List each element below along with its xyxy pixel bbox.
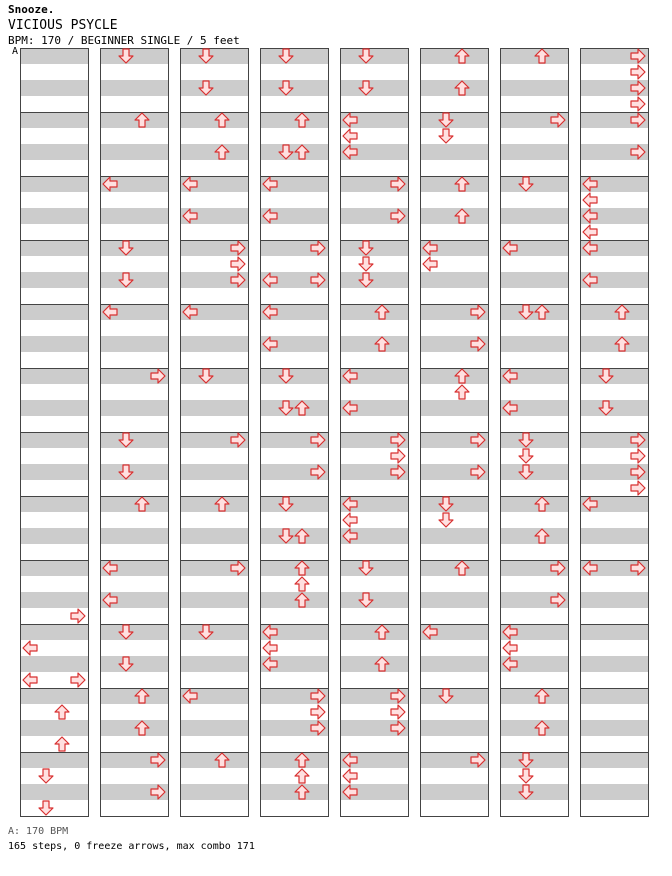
beat-stripe <box>500 176 568 192</box>
beat-stripe <box>580 528 648 544</box>
beat-stripe <box>100 656 168 672</box>
beat-stripe <box>100 48 168 64</box>
up-arrow-icon <box>455 385 469 399</box>
beat-stripe <box>500 336 568 352</box>
beat-stripe <box>500 304 568 320</box>
beat-stripe <box>180 336 248 352</box>
chart-column <box>260 48 329 817</box>
beat-stripe <box>20 528 88 544</box>
beat-stripe <box>260 112 328 128</box>
chart-column <box>420 48 489 817</box>
down-arrow-icon <box>439 129 453 143</box>
beat-stripe <box>20 560 88 576</box>
beat-stripe <box>500 432 568 448</box>
down-arrow-icon <box>519 769 533 783</box>
chart-column <box>20 48 89 817</box>
beat-stripe <box>500 80 568 96</box>
beat-stripe <box>340 624 408 640</box>
beat-stripe <box>20 464 88 480</box>
beat-stripe <box>260 144 328 160</box>
beat-stripe <box>180 80 248 96</box>
beat-stripe <box>100 80 168 96</box>
left-arrow-icon <box>343 513 357 527</box>
beat-stripe <box>180 112 248 128</box>
left-arrow-icon <box>343 769 357 783</box>
beat-stripe <box>340 80 408 96</box>
beat-stripe <box>100 112 168 128</box>
beat-stripe <box>500 464 568 480</box>
chart-column <box>340 48 409 817</box>
beat-stripe <box>20 272 88 288</box>
song-artist: Snooze. <box>8 3 55 16</box>
beat-stripe <box>20 112 88 128</box>
beat-stripe <box>420 80 488 96</box>
beat-stripe <box>180 720 248 736</box>
beat-stripe <box>580 656 648 672</box>
beat-stripe <box>100 464 168 480</box>
down-arrow-icon <box>39 801 53 815</box>
beat-stripe <box>260 752 328 768</box>
beat-stripe <box>420 368 488 384</box>
beat-stripe <box>580 624 648 640</box>
beat-stripe <box>340 304 408 320</box>
beat-stripe <box>420 272 488 288</box>
left-arrow-icon <box>583 193 597 207</box>
beat-stripe <box>100 432 168 448</box>
left-arrow-icon <box>23 673 37 687</box>
beat-stripe <box>580 720 648 736</box>
up-arrow-icon <box>295 769 309 783</box>
beat-stripe <box>20 496 88 512</box>
beat-stripe <box>260 496 328 512</box>
beat-stripe <box>420 144 488 160</box>
beat-stripe <box>180 48 248 64</box>
beat-stripe <box>100 400 168 416</box>
beat-stripe <box>500 496 568 512</box>
beat-stripe <box>20 624 88 640</box>
bpm-legend: A: 170 BPM <box>8 826 69 837</box>
beat-stripe <box>260 528 328 544</box>
beat-stripe <box>180 784 248 800</box>
beat-stripe <box>20 368 88 384</box>
beat-stripe <box>180 752 248 768</box>
beat-stripe <box>500 272 568 288</box>
beat-stripe <box>180 400 248 416</box>
beat-stripe <box>20 240 88 256</box>
beat-stripe <box>260 400 328 416</box>
left-arrow-icon <box>583 225 597 239</box>
up-arrow-icon <box>55 705 69 719</box>
beat-stripe <box>500 144 568 160</box>
beat-stripe <box>100 240 168 256</box>
beat-stripe <box>260 784 328 800</box>
beat-stripe <box>260 48 328 64</box>
right-arrow-icon <box>71 673 85 687</box>
beat-stripe <box>420 528 488 544</box>
chart-column <box>100 48 169 817</box>
beat-stripe <box>20 176 88 192</box>
beat-stripe <box>420 48 488 64</box>
beat-stripe <box>180 624 248 640</box>
beat-stripe <box>180 592 248 608</box>
beat-stripe <box>180 368 248 384</box>
beat-stripe <box>180 656 248 672</box>
beat-stripe <box>260 592 328 608</box>
beat-stripe <box>500 208 568 224</box>
beat-stripe <box>580 304 648 320</box>
beat-stripe <box>260 560 328 576</box>
beat-stripe <box>20 208 88 224</box>
beat-stripe <box>420 496 488 512</box>
bpm-marker-label: A <box>12 46 19 57</box>
beat-stripe <box>180 144 248 160</box>
chart-column <box>180 48 249 817</box>
beat-stripe <box>500 784 568 800</box>
beat-stripe <box>180 528 248 544</box>
beat-stripe <box>20 752 88 768</box>
beat-stripe <box>260 368 328 384</box>
beat-stripe <box>580 400 648 416</box>
beat-stripe <box>420 560 488 576</box>
left-arrow-icon <box>503 641 517 655</box>
right-arrow-icon <box>631 65 645 79</box>
right-arrow-icon <box>311 705 325 719</box>
beat-stripe <box>500 720 568 736</box>
up-arrow-icon <box>295 577 309 591</box>
beat-stripe <box>20 144 88 160</box>
beat-stripe <box>420 656 488 672</box>
beat-stripe <box>420 592 488 608</box>
right-arrow-icon <box>631 97 645 111</box>
chart-meta: BPM: 170 / BEGINNER SINGLE / 5 feet <box>8 34 240 47</box>
beat-stripe <box>20 592 88 608</box>
beat-stripe <box>20 656 88 672</box>
beat-stripe <box>20 48 88 64</box>
down-arrow-icon <box>39 769 53 783</box>
beat-stripe <box>20 784 88 800</box>
song-title: VICIOUS PSYCLE <box>8 18 118 33</box>
beat-stripe <box>340 272 408 288</box>
chart-stats: 165 steps, 0 freeze arrows, max combo 171 <box>8 841 255 852</box>
beat-stripe <box>100 336 168 352</box>
beat-stripe <box>500 528 568 544</box>
beat-stripe <box>100 720 168 736</box>
right-arrow-icon <box>71 609 85 623</box>
beat-stripe <box>340 240 408 256</box>
down-arrow-icon <box>439 513 453 527</box>
right-arrow-icon <box>231 257 245 271</box>
beat-stripe <box>500 688 568 704</box>
left-arrow-icon <box>23 641 37 655</box>
left-arrow-icon <box>263 641 277 655</box>
chart-column <box>580 48 649 817</box>
beat-stripe <box>420 688 488 704</box>
beat-stripe <box>340 656 408 672</box>
right-arrow-icon <box>631 481 645 495</box>
left-arrow-icon <box>423 257 437 271</box>
beat-stripe <box>580 752 648 768</box>
left-arrow-icon <box>343 129 357 143</box>
beat-stripe <box>500 752 568 768</box>
beat-stripe <box>100 272 168 288</box>
beat-stripe <box>420 784 488 800</box>
beat-stripe <box>20 80 88 96</box>
down-arrow-icon <box>359 257 373 271</box>
chart-column <box>500 48 569 817</box>
beat-stripe <box>100 688 168 704</box>
beat-stripe <box>20 720 88 736</box>
right-arrow-icon <box>391 705 405 719</box>
beat-stripe <box>100 528 168 544</box>
beat-stripe <box>180 496 248 512</box>
beat-stripe <box>580 592 648 608</box>
beat-stripe <box>20 400 88 416</box>
beat-stripe <box>340 560 408 576</box>
beat-stripe <box>260 80 328 96</box>
beat-stripe <box>100 496 168 512</box>
right-arrow-icon <box>631 449 645 463</box>
beat-stripe <box>420 720 488 736</box>
beat-stripe <box>20 688 88 704</box>
beat-stripe <box>100 208 168 224</box>
down-arrow-icon <box>519 449 533 463</box>
beat-stripe <box>420 112 488 128</box>
beat-stripe <box>100 144 168 160</box>
beat-stripe <box>20 432 88 448</box>
beat-stripe <box>420 400 488 416</box>
beat-stripe <box>500 48 568 64</box>
beat-stripe <box>20 336 88 352</box>
up-arrow-icon <box>55 737 69 751</box>
beat-stripe <box>100 624 168 640</box>
beat-stripe <box>340 592 408 608</box>
beat-stripe <box>580 688 648 704</box>
beat-stripe <box>340 336 408 352</box>
right-arrow-icon <box>391 449 405 463</box>
beat-stripe <box>580 336 648 352</box>
beat-stripe <box>20 304 88 320</box>
beat-stripe <box>420 208 488 224</box>
beat-stripe <box>340 48 408 64</box>
beat-stripe <box>580 368 648 384</box>
beat-stripe <box>420 176 488 192</box>
beat-stripe <box>580 784 648 800</box>
beat-stripe <box>180 464 248 480</box>
